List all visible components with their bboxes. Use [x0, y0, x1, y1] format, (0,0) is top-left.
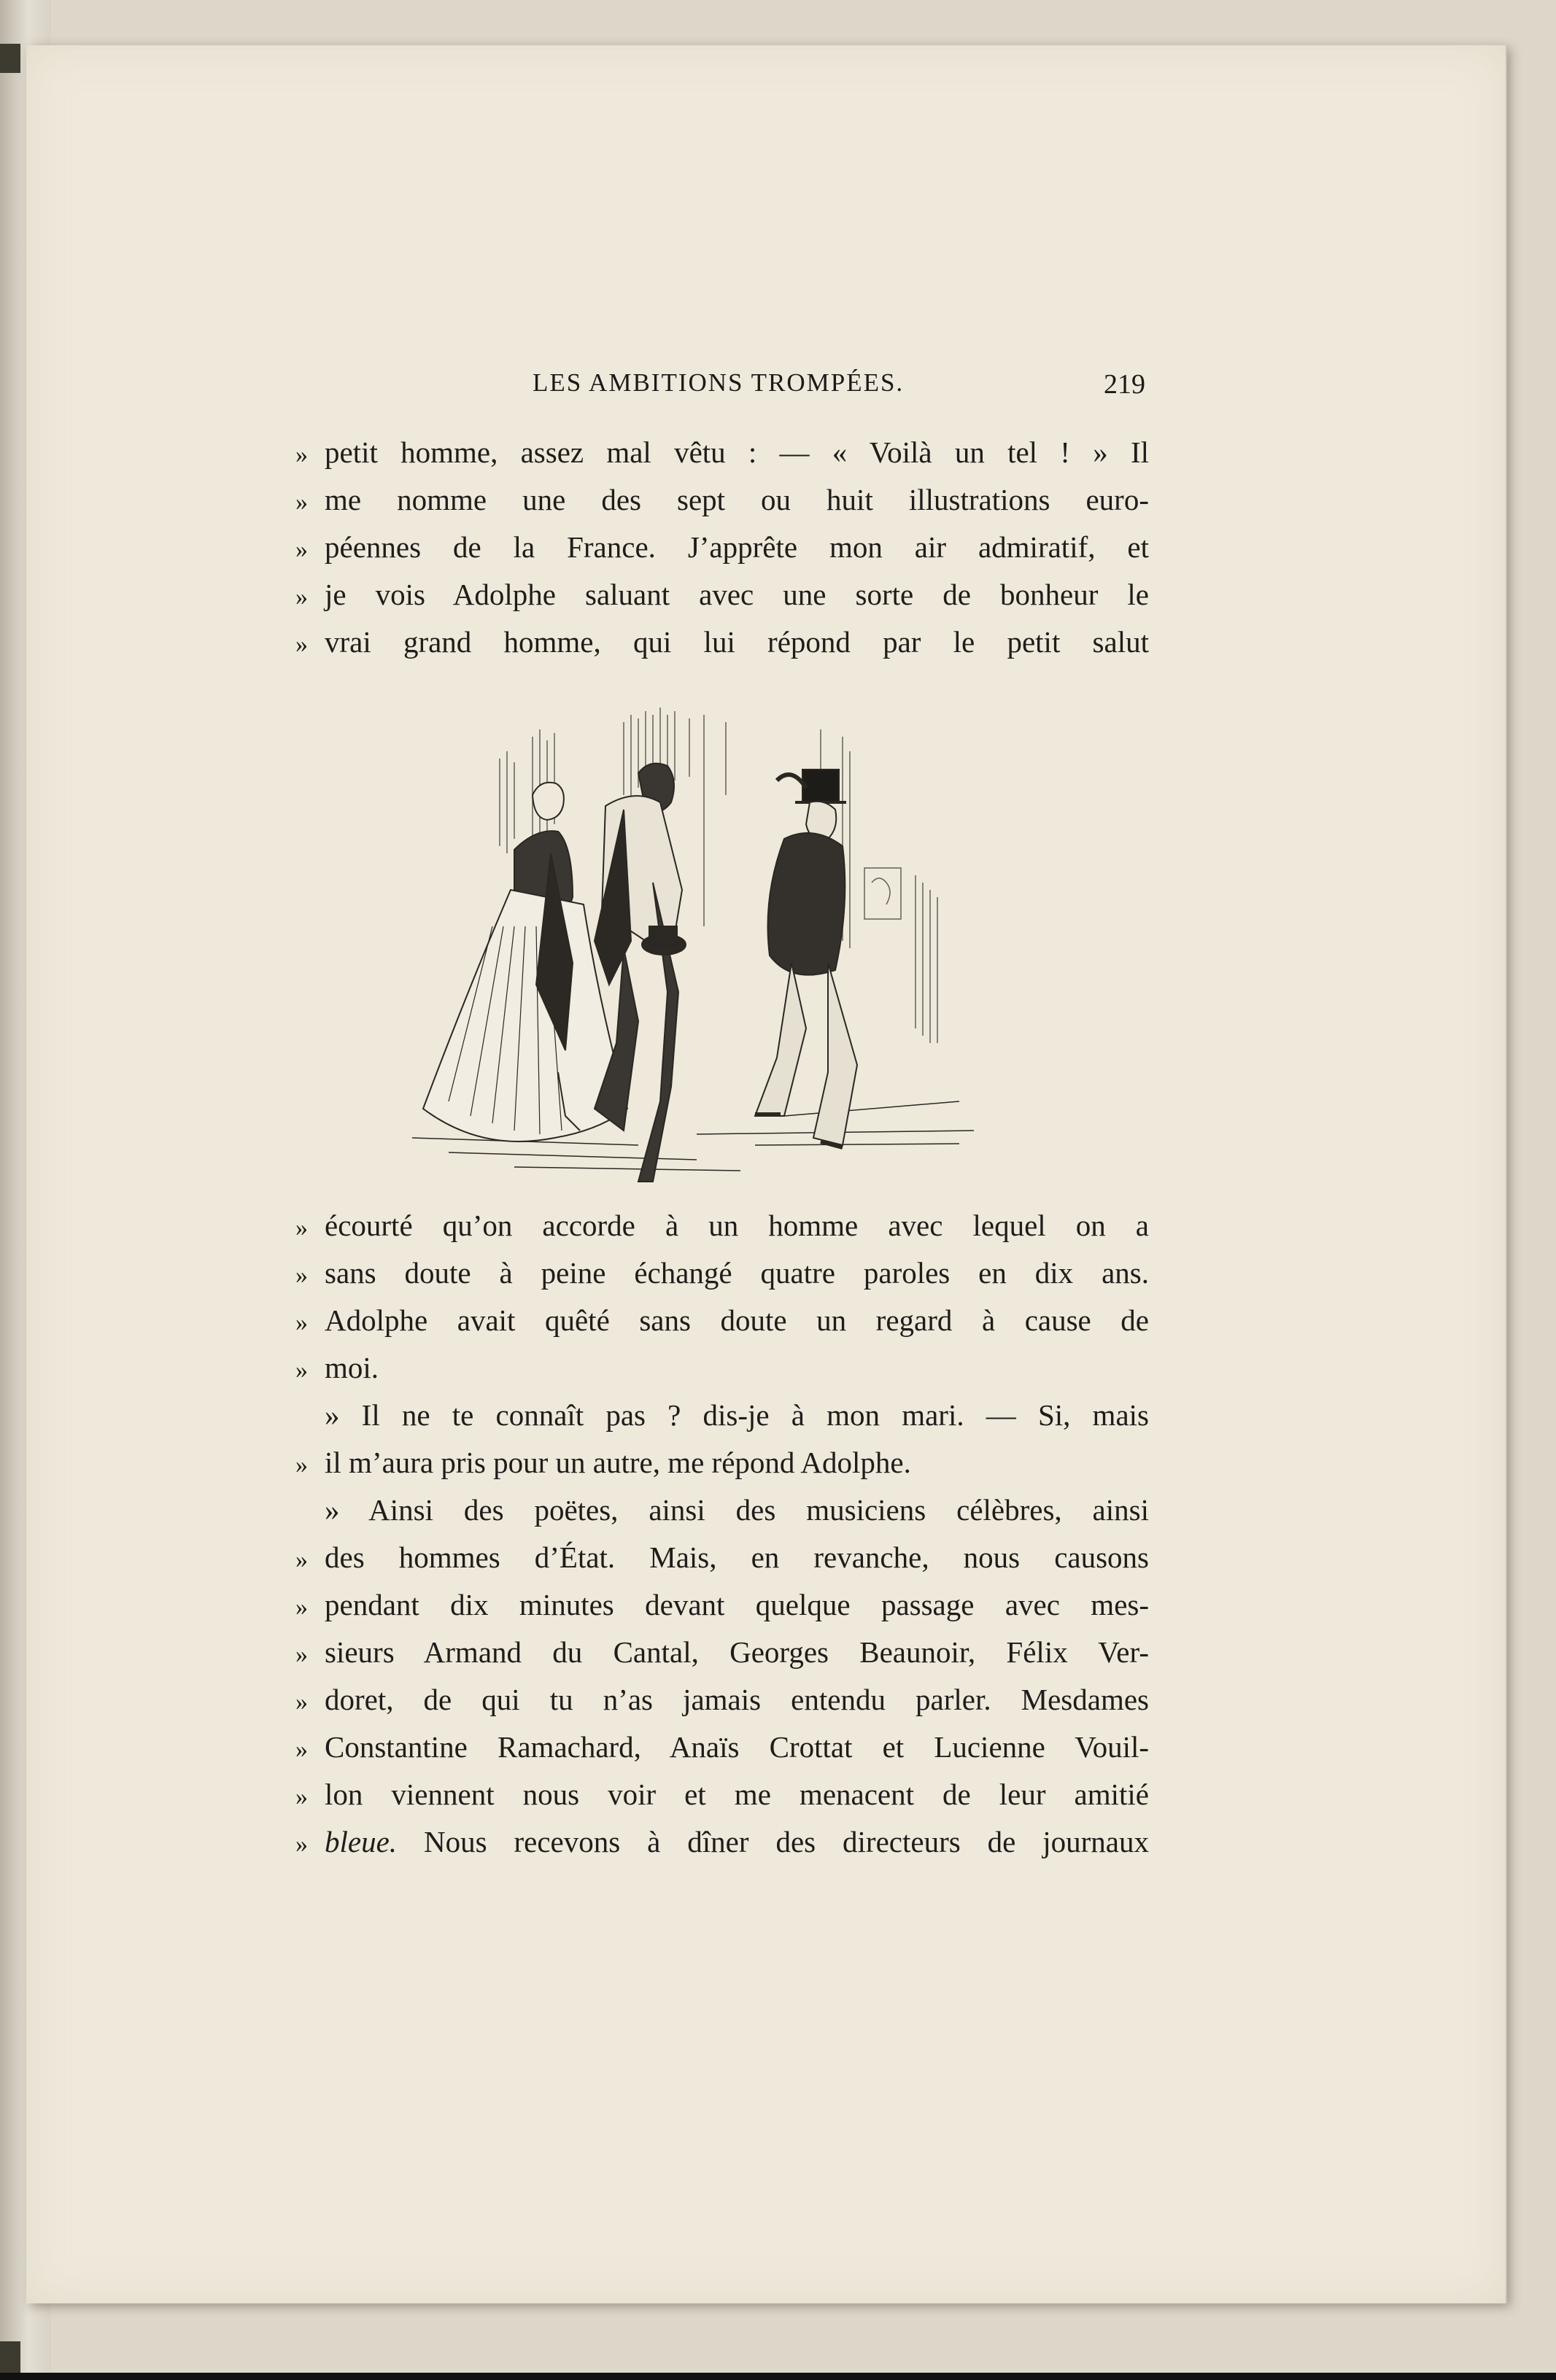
text-line: » moi.	[295, 1351, 379, 1384]
text-line: » sans doute à peine échangé quatre paroles en dix ans.	[295, 1256, 1149, 1290]
text-line: » écourté qu’on accorde à un homme avec lequel on a	[295, 1209, 1149, 1242]
woman-figure	[423, 783, 627, 1141]
engraving-illustration	[405, 708, 981, 1189]
scan-bottom-bar	[0, 2373, 1556, 2380]
text-line: » Adolphe avait quêté sans doute un regard à cause de	[295, 1303, 1149, 1337]
bowing-man-figure	[595, 764, 686, 1182]
text-line: » il m’aura pris pour un autre, me répond Adolphe.	[295, 1446, 911, 1479]
text-block-bottom	[295, 1202, 1149, 1866]
text-line: » lon viennent nous voir et me menacent de leur amitié	[295, 1778, 1149, 1811]
text-line: » vrai grand homme, qui lui répond par le petit salut	[295, 625, 1149, 659]
text-line: » Constantine Ramachard, Anaïs Crottat et Lucienne Vouil-	[295, 1730, 1149, 1764]
text-line: » sieurs Armand du Cantal, Georges Beaunoir, Félix Ver-	[295, 1635, 1149, 1669]
binding-mark-top	[0, 44, 20, 73]
text-line: » me nomme une des sept ou huit illustrations euro-	[295, 483, 1149, 516]
text-line: » Il ne te connaît pas ? dis-je à mon mari. — Si, mais	[325, 1398, 1149, 1432]
text-block-top	[295, 429, 1149, 666]
text-line: » péennes de la France. J’apprête mon air admiratif, et	[295, 530, 1149, 564]
text-line: » bleue. Nous recevons à dîner des directeurs de journaux	[295, 1825, 1149, 1858]
text-line: » pendant dix minutes devant quelque passage avec mes-	[295, 1588, 1149, 1621]
running-head	[306, 368, 1145, 412]
text-line: » doret, de qui tu n’as jamais entendu parler. Mesdames	[295, 1683, 1149, 1716]
italic-word: bleue.	[325, 1825, 398, 1858]
text-line: » des hommes d’État. Mais, en revanche, nous causons	[295, 1540, 1149, 1574]
text-line: » Ainsi des poëtes, ainsi des musiciens célèbres, ainsi	[325, 1493, 1149, 1527]
great-man-figure	[755, 770, 857, 1147]
page-number: 219	[1104, 369, 1145, 400]
text-line: » petit homme, assez mal vêtu : — « Voilà un tel ! » Il	[295, 435, 1149, 469]
text-line: » je vois Adolphe saluant avec une sorte de bonheur le	[295, 578, 1149, 611]
running-title: LES AMBITIONS TROMPÉES.	[533, 368, 905, 397]
binding-mark-bottom	[0, 2341, 20, 2374]
